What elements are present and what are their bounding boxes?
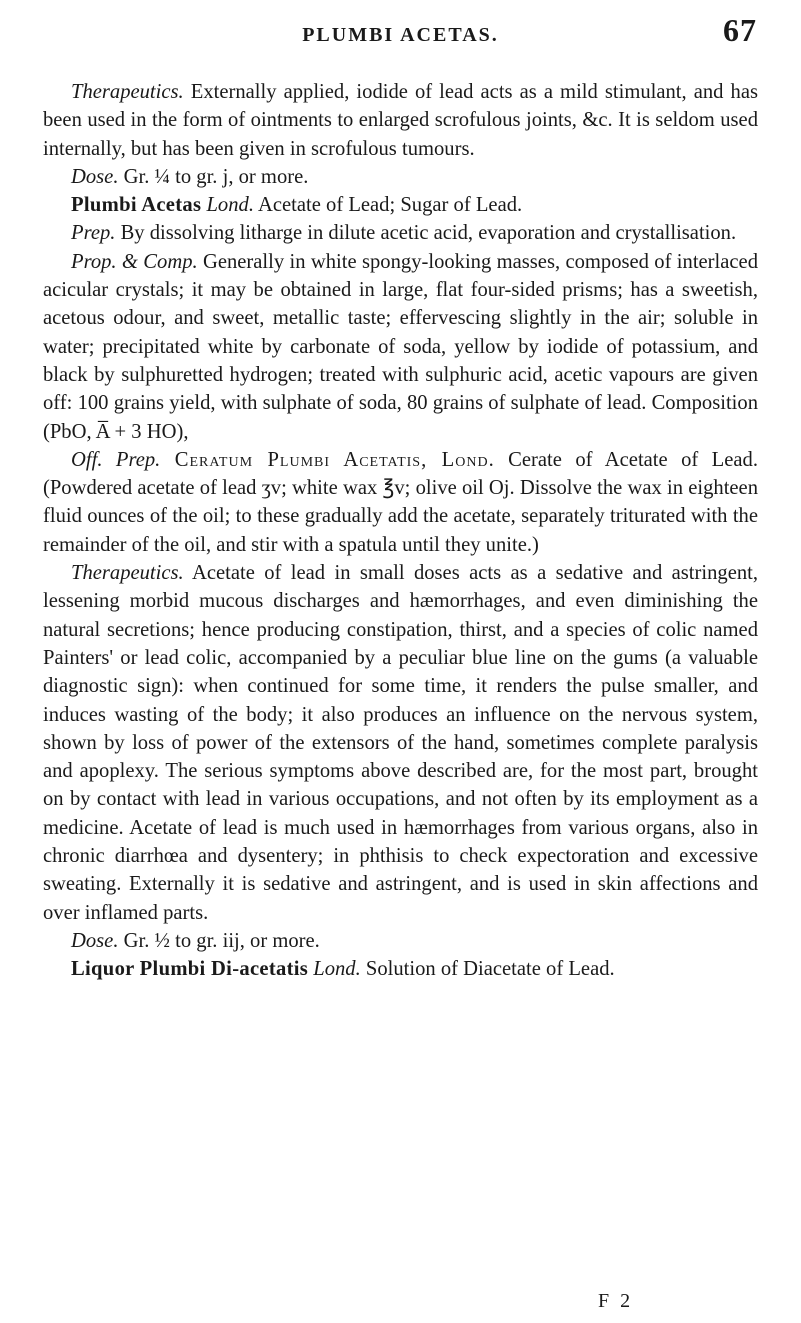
paragraph-properties bbox=[43, 248, 758, 446]
entry-liquor-plumbi bbox=[43, 955, 758, 983]
paragraph-therapeutics-iodide bbox=[43, 78, 758, 163]
paragraph-text: Cerate of Acetate of Lead. (Powdered acetate of lead ʒv; white wax ℥v; olive oil Oj. Dissolve the wax in eighteen fluid ounces of the oil; to these gradually add the acetate, separately triturated with the remainder of the oil, and stir with a spatula until they unite.) bbox=[43, 448, 758, 556]
section-lead: Prop. & Comp. bbox=[71, 250, 198, 273]
running-title: PLUMBI ACETAS. bbox=[302, 24, 499, 46]
paragraph-dose-iodide bbox=[43, 163, 758, 191]
signature-mark: F 2 bbox=[598, 1290, 634, 1312]
paragraph-text: Externally applied, iodide of lead acts as a mild stimulant, and has been used in the form of ointments to enlarged scrofulous joints, &c. It is seldom used internally, but has been given in scrofulous tumours. bbox=[43, 81, 758, 160]
entry-heading: Liquor Plumbi Di-acetatis bbox=[71, 958, 309, 981]
page-number: 67 bbox=[723, 12, 757, 48]
paragraph-therapeutics-acetate bbox=[43, 559, 758, 927]
paragraph-dose-acetate bbox=[43, 927, 758, 955]
pharmacopoeia-ref: Lond. bbox=[308, 958, 361, 981]
paragraph-text: Generally in white spongy-looking masses, composed of interlaced acicular crystals; it may be obtained in large, flat four-sided prisms; has a sweetish, acetous odour, and sweet, metallic taste; effervescing slightly in the air; soluble in water; precipitated white by carbonate of soda, yellow by iodide of potassium, and black by sulphuretted hydrogen; treated with sulphuric acid, acetic vapours are given off: 100 grains yield, with sulphate of soda, 80 grains of sulphate of lead. Composition (PbO, A̅ + 3 HO), bbox=[43, 250, 758, 443]
running-head bbox=[0, 12, 801, 52]
paragraph-text: Acetate of Lead; Sugar of Lead. bbox=[253, 194, 523, 217]
section-lead: Dose. bbox=[71, 165, 119, 188]
preparation-name: Ceratum Plumbi Acetatis, Lond. bbox=[160, 448, 495, 471]
section-lead: Off. Prep. bbox=[71, 448, 161, 471]
paragraph-text: Acetate of lead in small doses acts as a sedative and astringent, lessening morbid mucous discharges and hæmorrhages, and even diminishing the natural secretions; hence producing constipation, thirst, and a species of colic named Painters' or lead colic, accompanied by a peculiar blue line on the gums (a valuable diagnostic sign): when continued for some time, it renders the pulse smaller, and induces wasting of the body; it also produces an influence on the nervous system, shown by loss of power of the extensors of the hand, sometimes complete paralysis and apoplexy. The serious symptoms above described are, for the most part, brought on by contact with lead in various occupations, and not often by its employment as a medicine. Acetate of lead is much used in hæmorrhages from various organs, also in chronic diarrhœa and dysentery; in phthisis to check expectoration and excessive sweating. Externally it is sedative and astringent, and is used in skin affections and over inflamed parts. bbox=[43, 562, 758, 924]
section-lead: Dose. bbox=[71, 929, 119, 952]
pharmacopoeia-ref: Lond. bbox=[201, 194, 254, 217]
paragraph-official-preparation bbox=[43, 446, 758, 559]
paragraph-text: By dissolving litharge in dilute acetic acid, evaporation and crystallisation. bbox=[115, 222, 737, 245]
section-lead: Prep. bbox=[71, 222, 116, 245]
entry-plumbi-acetas bbox=[43, 191, 758, 219]
section-lead: Therapeutics. bbox=[71, 81, 184, 103]
paragraph-text: Gr. ½ to gr. iij, or more. bbox=[118, 929, 320, 952]
paragraph-text: Gr. ¼ to gr. j, or more. bbox=[118, 165, 309, 188]
body-text bbox=[43, 78, 758, 984]
paragraph-text: Solution of Diacetate of Lead. bbox=[360, 958, 615, 981]
entry-heading: Plumbi Acetas bbox=[71, 194, 202, 217]
paragraph-preparation bbox=[43, 219, 758, 247]
section-lead: Therapeutics. bbox=[71, 562, 184, 585]
